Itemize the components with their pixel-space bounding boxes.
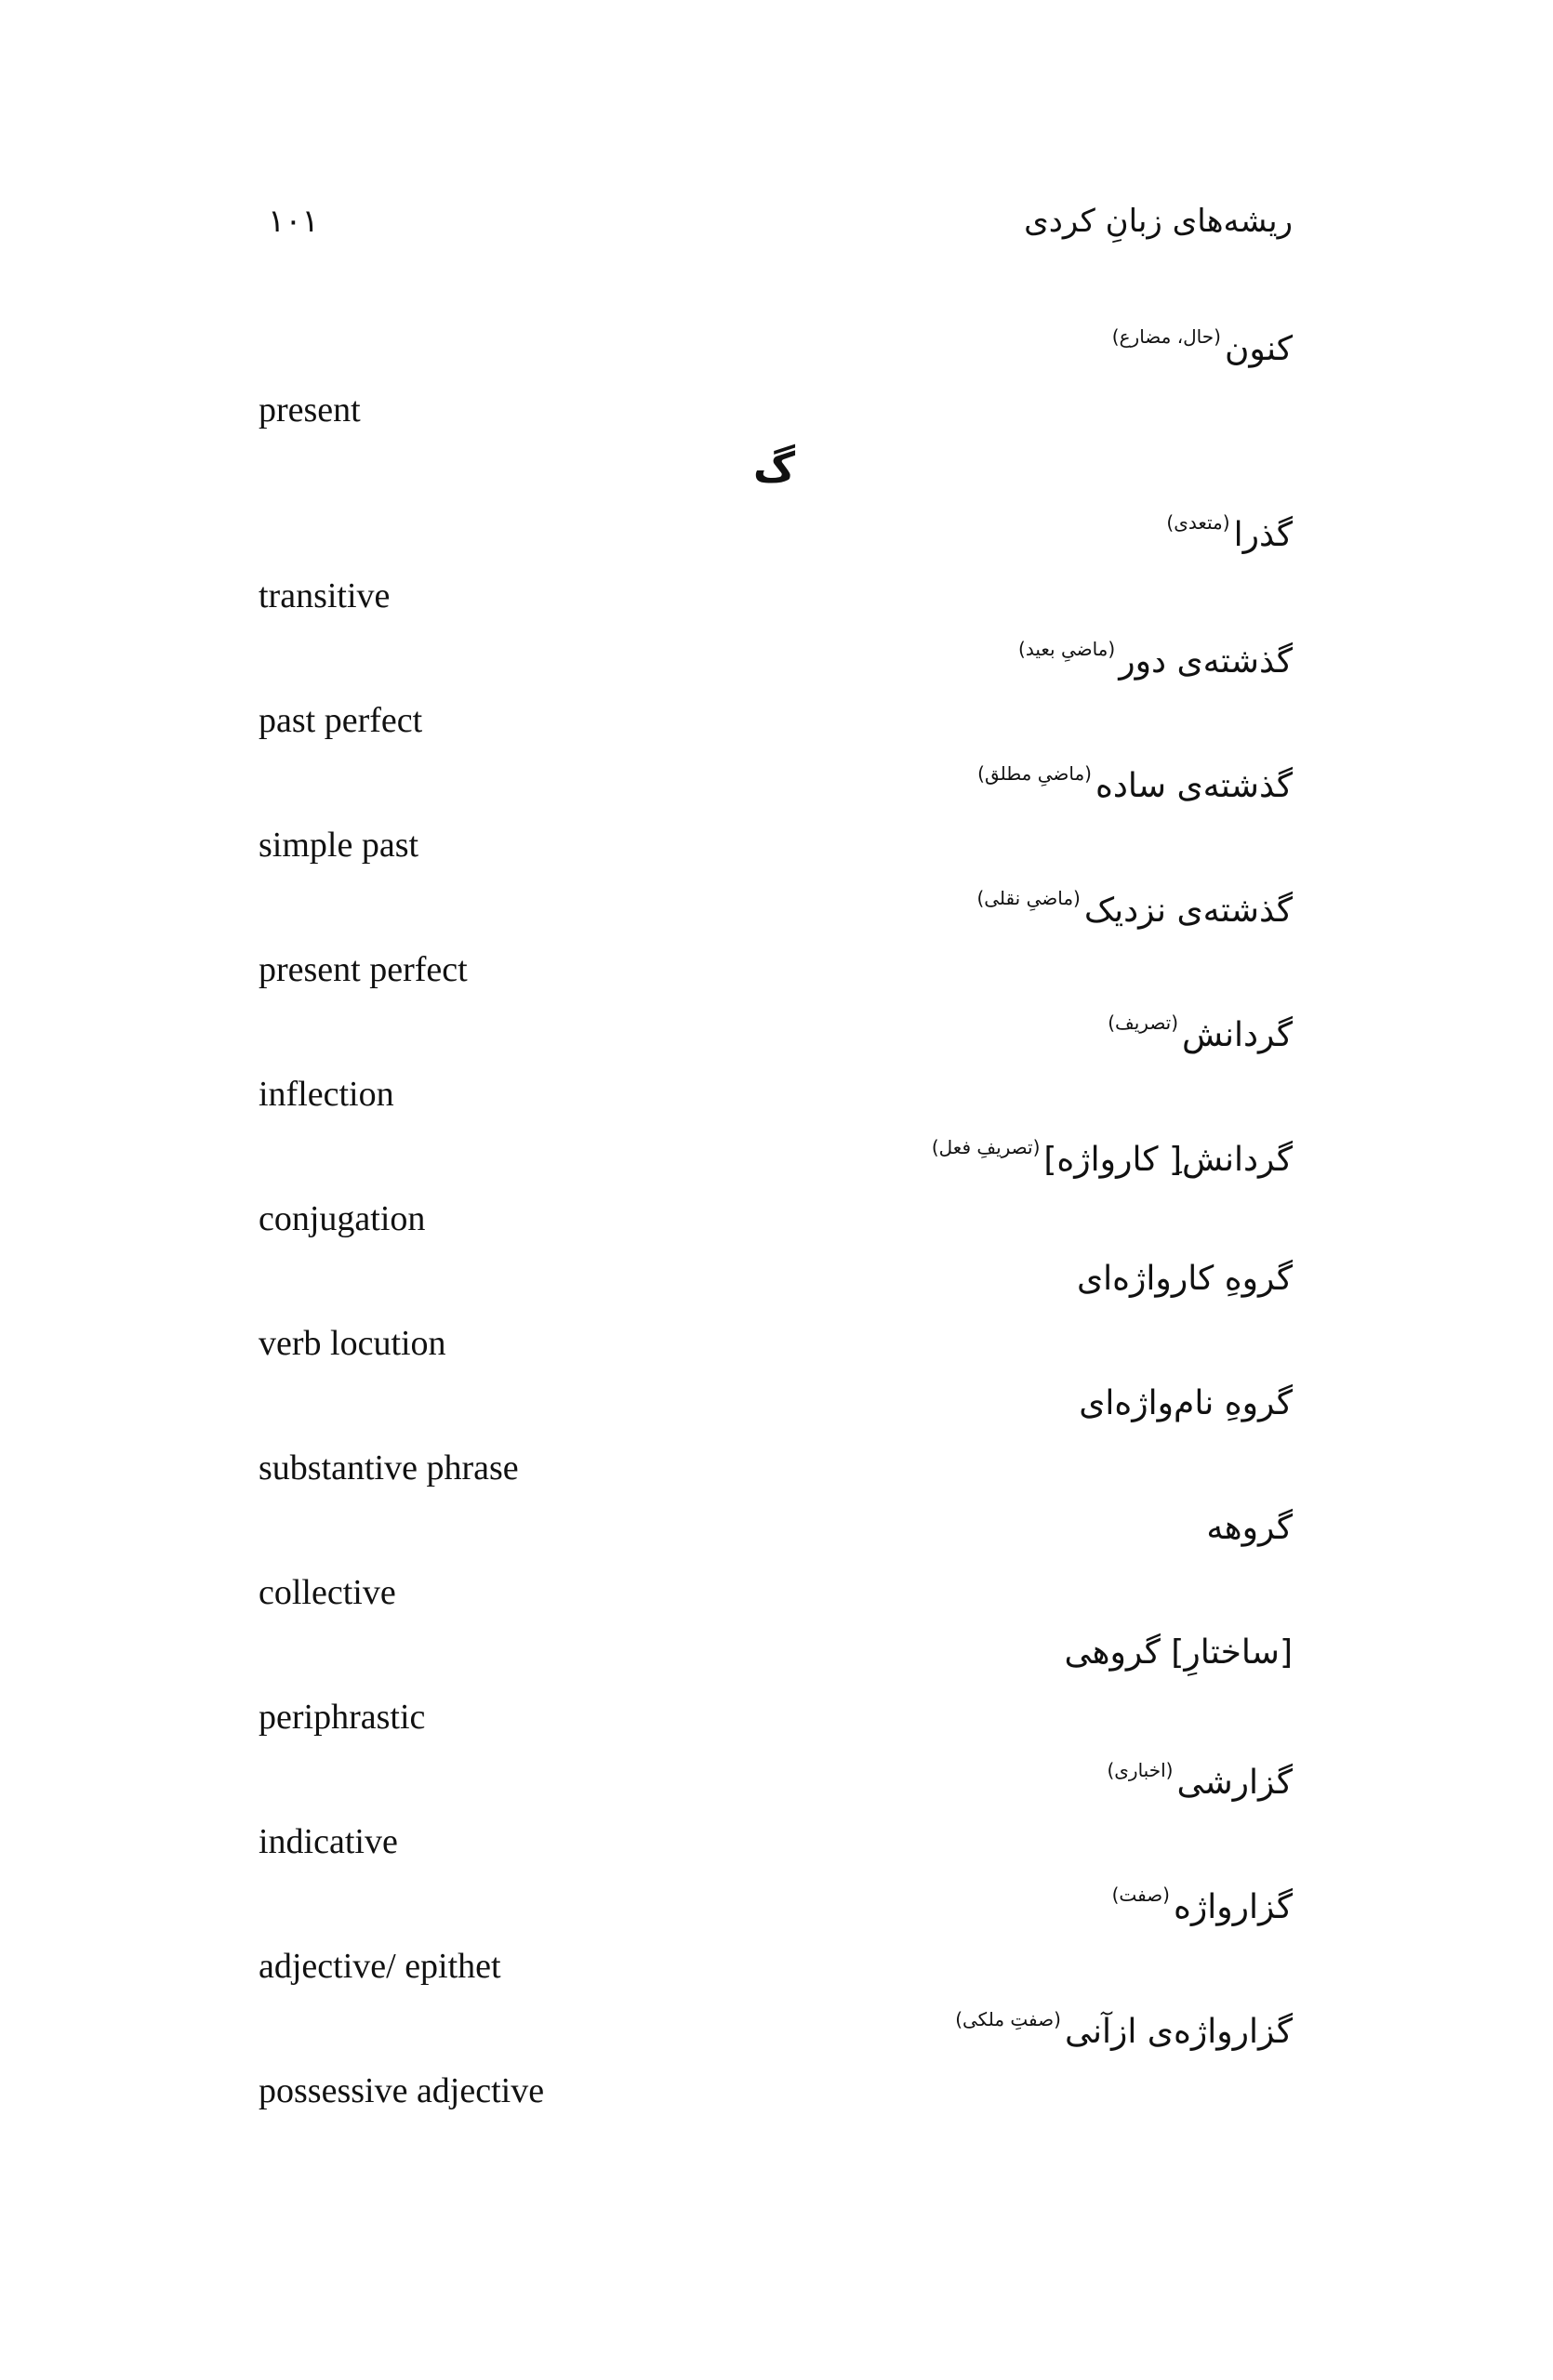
english-term: indicative: [259, 1822, 398, 1861]
english-term: adjective/ epithet: [259, 1947, 501, 1986]
persian-term: گذرا$^{(متعدی)}$: [1166, 511, 1293, 554]
term-note: (متعدی): [1166, 511, 1230, 534]
english-term: past perfect: [259, 701, 423, 740]
term-note: (صفتِ ملکی): [955, 2008, 1061, 2030]
english-term: periphrastic: [259, 1698, 426, 1737]
persian-term: کنون$^{(حال، مضارع)}$: [1111, 325, 1293, 368]
persian-term: گروهِ نام‌واژه‌ای: [1079, 1384, 1293, 1422]
english-term: substantive phrase: [259, 1448, 519, 1488]
page-number: ۱۰۱: [268, 203, 319, 240]
english-term: possessive adjective: [259, 2071, 545, 2110]
english-term: inflection: [259, 1075, 394, 1114]
persian-term: گروهه: [1206, 1509, 1293, 1547]
running-header-title: ریشه‌های زبانِ کردی: [1024, 203, 1293, 240]
english-term: collective: [259, 1573, 396, 1612]
english-term: transitive: [259, 576, 391, 615]
persian-term: [ساختارِ] گروهی: [1064, 1633, 1293, 1672]
english-term: conjugation: [259, 1199, 426, 1238]
term-note: (ماضیِ بعید): [1018, 638, 1116, 660]
persian-term: گزارشی$^{(اخباری)}$: [1107, 1759, 1293, 1802]
english-term: simple past: [259, 826, 419, 865]
english-term: present: [259, 390, 361, 430]
persian-term: گزارواژه‌ی ازآنی$^{(صفتِ ملکی)}$: [955, 2008, 1293, 2051]
term-note: (صفت): [1111, 1884, 1170, 1906]
term-note: (اخباری): [1107, 1759, 1174, 1781]
persian-term: گذشته‌ی نزدیک$^{(ماضیِ نقلی)}$: [976, 887, 1293, 930]
persian-term: گروهِ کارواژه‌ای: [1077, 1260, 1293, 1298]
term-note: (تصریف): [1108, 1012, 1179, 1034]
term-note: (ماضیِ مطلق): [977, 762, 1092, 785]
english-term: present perfect: [259, 950, 468, 989]
persian-term: گذشته‌ی ساده$^{(ماضیِ مطلق)}$: [977, 762, 1293, 805]
term-note: (ماضیِ نقلی): [976, 887, 1081, 909]
english-term: verb locution: [259, 1324, 446, 1363]
persian-term: گردانش$^{(تصریف)}$: [1108, 1012, 1293, 1054]
term-note: (حال، مضارع): [1111, 325, 1221, 348]
persian-term: گذشته‌ی دور$^{(ماضیِ بعید)}$: [1018, 638, 1293, 681]
section-letter-heading: گ: [753, 444, 796, 492]
term-note: (تصریفِ فعل): [931, 1136, 1041, 1158]
persian-term: گردانش[ِ کارواژه]$^{(تصریفِ فعل)}$: [931, 1136, 1293, 1179]
persian-term: گزارواژه$^{(صفت)}$: [1111, 1884, 1293, 1926]
